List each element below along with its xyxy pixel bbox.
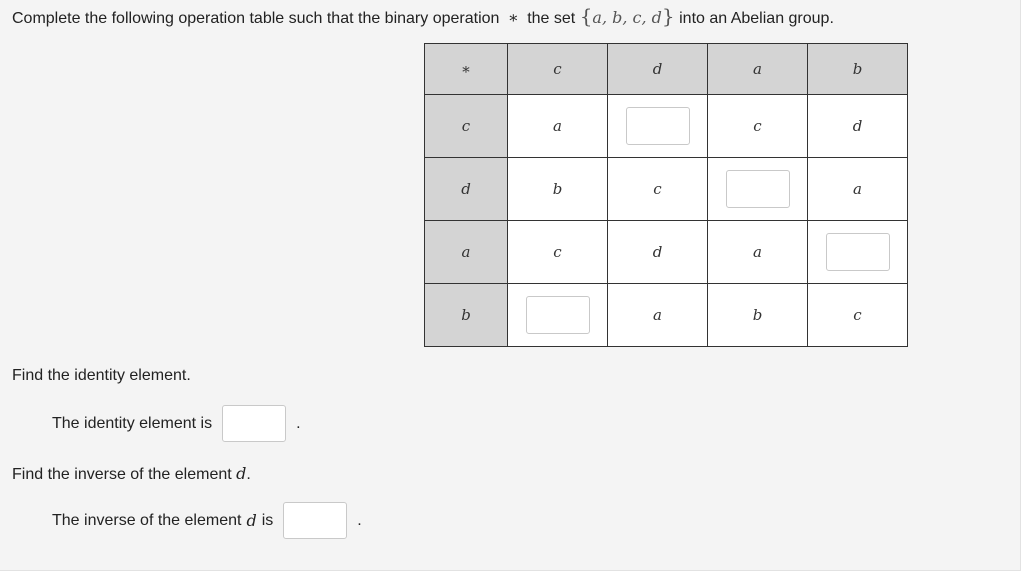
question-statement [12,4,834,28]
table-cell: b [508,158,608,221]
table-cell: a [808,158,908,221]
column-header: c [508,44,608,95]
identity-answer-row [52,405,301,442]
row-header: b [425,284,508,347]
column-header: b [808,44,908,95]
inverse-period: . [357,511,362,529]
table-cell: d [608,221,708,284]
inverse-heading [12,464,251,484]
answer-blank-input[interactable] [526,296,590,334]
row-header: d [425,158,508,221]
inverse-heading-var: d [236,464,247,483]
answer-blank-input[interactable] [826,233,890,271]
table-cell: b [708,284,808,347]
table-row [425,221,908,284]
table-cell-blank [808,221,908,284]
table-cell-blank [608,95,708,158]
table-cell: d [808,95,908,158]
answer-blank-input[interactable] [626,107,690,145]
inverse-prompt-prefix: The inverse of the element [52,511,242,529]
answer-blank-input[interactable] [726,170,790,208]
identity-period: . [296,414,301,432]
table-cell: c [708,95,808,158]
row-header: c [425,95,508,158]
table-cell: a [508,95,608,158]
table-cell-blank [708,158,808,221]
table-corner-cell: ∗ [425,44,508,95]
table-cell: c [608,158,708,221]
column-header: a [708,44,808,95]
table-row [425,284,908,347]
table-cell: a [608,284,708,347]
table-cell: c [808,284,908,347]
set-open-brace: { [579,4,593,28]
inverse-prompt-var: d [246,511,257,530]
inverse-heading-suffix: . [246,466,251,483]
table-cell: a [708,221,808,284]
inverse-answer-row [52,502,362,539]
question-suffix: into an Abelian group. [679,10,834,27]
identity-prompt: The identity element is [52,414,213,432]
table-cell-blank [508,284,608,347]
row-header: a [425,221,508,284]
operation-symbol: ∗ [507,8,519,27]
inverse-prompt-suffix: is [261,511,274,529]
inverse-answer-input[interactable] [283,502,347,539]
identity-answer-input[interactable] [222,405,286,442]
table-row [425,158,908,221]
table-header-row [425,44,908,95]
table-row [425,95,908,158]
question-mid: the set [527,10,576,27]
set-close-brace: } [661,4,675,28]
column-header: d [608,44,708,95]
question-prefix: Complete the following operation table such that the binary operation [12,10,500,27]
identity-heading: Find the identity element. [12,367,191,384]
inverse-heading-prefix: Find the inverse of the element [12,466,232,483]
table-cell: c [508,221,608,284]
set-elements: a, b, c, d [592,8,662,27]
operation-table [424,43,908,347]
